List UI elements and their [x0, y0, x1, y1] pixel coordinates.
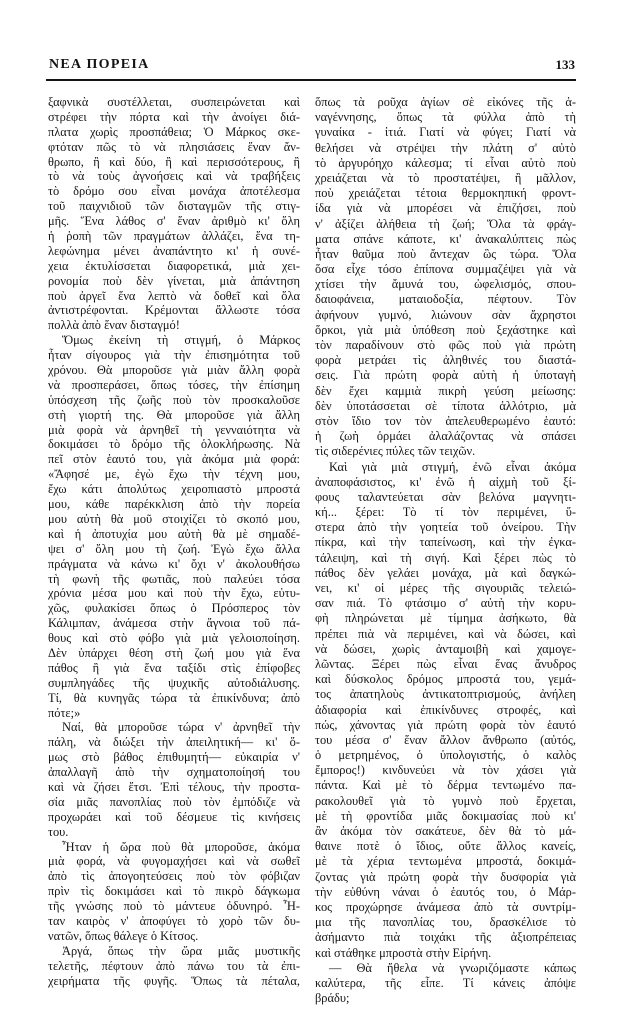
text-line: ἡ ζωὴ ὁρμάει ἀλαλάζοντας νὰ σπάσει — [315, 429, 576, 444]
text-line: Ὅμως ἐκείνη τὴ στιγμή, ὁ Μάρκος — [62, 333, 300, 348]
text-line: μου, κάθε παρέκκλιση ἀπὸ τὴν πορεία — [48, 497, 300, 512]
text-line: ἀντιστρέφονται. Κρέμονται ἄλλωστε τόσα — [48, 303, 300, 318]
text-line: σεις. Γιὰ πρώτη φορὰ αὐτὴ ἡ ὑποταγὴ — [315, 368, 576, 383]
text-line: θους καὶ στὸ φόβο γιὰ μιὰ γελοιοποίηση. — [48, 631, 300, 646]
text-line: φτόταν πῶς τὸ νὰ πλησιάσεις ἕναν ἄν- — [48, 139, 300, 154]
text-line: λεφώνημα μένει ἀναπάντητο κι' ἡ συνέ- — [48, 243, 300, 258]
text-line: μιὰ φορὰ νὰ ἀρνηθεῖ τὴ γενναιότητα νὰ — [48, 422, 300, 437]
text-line: μιὰ φορά, νὰ φυγομαχήσει καὶ νὰ σωθεῖ — [48, 854, 300, 869]
text-line: στερα ἀπὸ τὴν γοητεία τοῦ ὀνείρου. Τὴν — [315, 520, 576, 535]
text-line: Καὶ γιὰ μιὰ στιγμή, ἐνῶ εἶναι ἀκόμα — [329, 459, 576, 474]
text-line: τὴ φωνὴ τῆς φωτιᾶς, ποὺ παλεύει τόσα — [48, 571, 300, 586]
text-line: πότε;» — [48, 705, 81, 720]
text-line: μως στὸ βάθος ἐπιθυμητή— εὐκαιρία ν' — [48, 750, 300, 765]
text-line: μου αὐτὴ θὰ μοῦ στοιχίζει τὸ σκοπό μου, — [48, 511, 300, 526]
text-line: μῆς. Ἕνα λάθος σ' ἕναν ἀριθμὸ κι' ὅλη — [48, 214, 300, 229]
magazine-title: ΝΕΑ ΠΟΡΕΙΑ — [49, 57, 150, 72]
text-line: πάντα. Καὶ μὲ τὸ δέρμα τεντωμένο πα- — [315, 778, 576, 793]
text-line: δοκιμάσει τὸ δρόμο τῆς ὁλοκλήρωσης. Νὰ — [48, 437, 300, 452]
text-line: μὲ τὰ χέρια τεντωμένα μπροστά, δοκιμά- — [315, 854, 576, 869]
text-line: φους ταλαντεύεται σὰν βελόνα μαγνητι- — [315, 489, 576, 504]
text-line: καὶ δύσκολος δρόμος μπροστά του, γεμά- — [315, 672, 576, 687]
text-line: φὴ πληρώνεται μὲ τίμημα ἀσήκωτο, θὰ — [315, 611, 576, 626]
text-line: ρονομία ποὺ δὲν γίνεται, μιὰ ἀπάντηση — [48, 273, 300, 288]
text-line: ρακολουθεῖ γιὰ τὸ γυμνὸ ποὺ ἔρχεται, — [315, 793, 576, 808]
text-line: νει, κι' οἱ μέρες τῆς σιγουριᾶς τελειώ- — [315, 581, 576, 595]
text-line: ποὺ ἀργεῖ ἕνα λεπτὸ νὰ δοθεῖ καὶ ὅλα — [48, 288, 300, 303]
text-line: κος προχώρησε ἀνάμεσα ἀπὸ τὰ συντρίμ- — [315, 899, 576, 914]
text-line: τὸν παραδίνουν στὸ φῶς ποὺ γιὰ πρώτη — [315, 338, 576, 352]
text-line: — Θὰ ἤθελα νὰ γνωριζόμαστε κάπως — [329, 960, 576, 975]
text-line: τὸ δρόμο σου εἶναι μονάχα ἀποτέλεσμα — [48, 184, 300, 199]
text-line: στὸν ἴδιο τον τὸν ἀπελευθερωμένο ἑαυτό: — [315, 413, 576, 428]
text-line: βράδυ; — [315, 991, 350, 1006]
text-line: χειρήματα τῆς φυγῆς. Ὅπως τὰ πέταλα, — [48, 973, 300, 988]
text-line: γυναίκα - ἰτιά. Γιατί νὰ φύγει; Γιατί νὰ — [315, 125, 576, 140]
text-line: θρωπο, ἢ καὶ δύο, ἢ καὶ περισσότερους, ἢ — [48, 154, 300, 169]
text-line: ὅσα εἶχε τόσο ἐπίπονα συμμαζέψει γιὰ νὰ — [315, 262, 576, 277]
text-line: τὸ νὰ τοὺς ἀγνοήσεις καὶ νὰ τραβήξεις — [48, 169, 300, 184]
text-line: πρέπει πιὰ νὰ περιμένει, καὶ νὰ δώσει, καὶ — [315, 626, 576, 641]
text-line: θαινε ποτὲ ὁ ἴδιος, οὔτε ἄλλος κανείς, — [315, 839, 576, 854]
text-line: τελετῆς, πέφτουν ἀπὸ πάνω του τὰ ἐπι- — [48, 958, 300, 973]
text-line: πολλὰ ἀπὸ ἕναν δισταγμό! — [48, 318, 180, 333]
text-line: πλατα χωρὶς προσπάθεια; Ὁ Μάρκος σκε- — [48, 124, 300, 139]
text-line: στὴ γιορτή της. Θὰ μποροῦσε γιὰ ἄλλη — [48, 407, 300, 422]
text-line: ὑπόσχεση τῆς ζωῆς ποὺ τὸν προσκαλοῦσε — [48, 392, 300, 407]
text-line: καὶ νὰ ζήσει ἔτσι. Ἐπὶ τέλους, τὴν προστα- — [48, 779, 300, 794]
text-line: Τί, θὰ κυνηγᾶς τώρα τὰ ἐπικίνδυνα; ἀπὸ — [48, 690, 300, 705]
text-line: ἀπαλλαγῆ ἀπὸ τὴν σχηματοποίησή του — [48, 765, 300, 780]
text-line: ἀναποφάσιστος, κι' ἐνῶ ἡ αἰχμὴ τοῦ ξί- — [315, 474, 576, 489]
text-line: νὰ δώσει, χωρὶς ἀνταμοιβὴ καὶ χαμογε- — [315, 641, 576, 656]
text-line: καλύτερα, τῆς εἶπε. Τί κάνεις ἀπόψε — [315, 975, 576, 990]
text-line: ίδα γιὰ νὰ μπορέσει νὰ ἐπιζήσει, ποὺ — [315, 201, 576, 216]
text-line: ζοντας γιὰ πρώτη φορὰ τὴν δυσφορία γιὰ — [315, 869, 576, 884]
text-line: ἦταν σίγουρος γιὰ τὴν ἐπισημότητα τοῦ — [48, 348, 300, 363]
text-line: τος ἀπατηλοὺς ἀντικατοπτρισμούς, ἀνήλεη — [315, 687, 576, 702]
text-line: ταν καιρὸς ν' ἀποφύγει τὸ χορὸ τῶν δυ- — [48, 913, 300, 928]
text-line: χεια ἐκτυλίσσεται διαφορετικά, μιὰ χει- — [48, 258, 300, 273]
text-line: ὁ μετρημένος, ὁ ὑπολογιστής, ὁ καλὸς — [315, 748, 576, 763]
text-line: δὲν ἔχει καμμιὰ πικρὴ γεύση μείωσης: — [315, 383, 576, 398]
text-line: τὴν εὐθύνη νάναι ὁ ἑαυτός του, ὁ Μάρ- — [315, 884, 576, 899]
text-line: ν' ἀξίζει ἀλήθεια τὴ ζωή; Ὅλα τὰ φράγ- — [315, 216, 576, 231]
text-line: πίκρα, καὶ τὴν ταπείνωση, καὶ τὴν ἐγκα- — [315, 535, 576, 550]
text-line: πάθος δὲν γελάει μονάχα, μὰ καὶ δαγκώ- — [315, 565, 576, 580]
text-line: «Ἄφησέ με, ἐγὼ ἔχω τὴν τέχνη μου, — [48, 467, 300, 482]
text-line: ἂν ἀκόμα τὸν σακάτευε, δὲν θὰ τὸ μά- — [315, 824, 576, 838]
text-line: πεῖ στὸν ἑαυτό του, γιὰ ἀκόμα μιὰ φορά: — [48, 452, 300, 467]
text-line: Ἀργά, ὅπως τὴν ὥρα μιᾶς μυστικῆς — [62, 943, 300, 958]
text-line: του μέσα σ' ἕναν ἄλλον ἄνθρωπο (αὐτός, — [315, 732, 576, 747]
text-line: ποὺ χρειάζεται τέτοια θερμοκηπική φροντ- — [315, 186, 576, 201]
text-line: νὰ προσπεράσει, ὅπως τόσες, τὴν ἐπίσημη — [48, 377, 300, 392]
right-column — [315, 95, 576, 1006]
text-line: μὲ τὴ φροντίδα μιᾶς δοκιμασίας ποὺ κι' — [315, 808, 576, 823]
text-line: κή... ξέρει: Τὸ τί τὸν περιμένει, ὕ- — [315, 505, 576, 520]
text-line: ὅρκοι, γιὰ μιὰ ὑπόθεση ποὺ ξεχάστηκε καὶ — [315, 322, 576, 337]
text-line: φορὰ μετράει τὶς ἀληθινές του διαστά- — [315, 353, 576, 368]
text-line: προχωράει καὶ τοῦ δέσμευε τὶς κινήσεις — [48, 809, 300, 824]
text-line: ἀσήμαντο πιὰ τοιχάκι τῆς ἀξιοπρέπειας — [315, 930, 576, 945]
text-line: χρόνια μέσα μου καὶ ποὺ τὴν ἔχω, εὐτυ- — [48, 586, 300, 601]
text-line: ἔμπορος!) κινδυνεύει νὰ τὸν χάσει γιὰ — [315, 763, 576, 778]
text-line: χτίσει τὴν ἄμυνά του, ὠφελισμός, σπου- — [315, 277, 576, 292]
text-line: ὅπως τὰ ροῦχα ἁγίων σὲ εἰκόνες τῆς ἀ- — [315, 95, 576, 109]
text-line: μια τῆς πανοπλίας του, δρασκέλισε τὸ — [315, 915, 576, 930]
text-line: θελήσει νὰ στρέψει τὴν πλάτη σ' αὐτὸ — [315, 140, 576, 155]
text-line: τῆς γνώσης ποὺ τὸ μάντευε ὀδυνηρό. Ἦ- — [48, 899, 300, 914]
text-line: τάλειψη, καὶ τὴ σιγή. Καὶ ξέρει πὼς τὸ — [315, 550, 576, 565]
text-line: πώς, χάνοντας γιὰ πρώτη φορὰ τὸν ἑαυτό — [315, 717, 576, 732]
text-line: ἀφήνουν γυμνό, λιώνουν σὰν ἄχρηστοι — [315, 307, 576, 322]
page-number: 133 — [555, 57, 575, 72]
text-line: τὸ ἀργυρόηχο κάλεσμα; τί εἶναι αὐτὸ ποὺ — [315, 155, 576, 170]
text-line: Κάλιμπαν, ἀνάμεσα στὴν ἄγνοια τοῦ πά- — [48, 616, 300, 631]
text-line: ψει σ' ὅλη μου τὴ ζωή. Ἐγὼ ἔχω ἄλλα — [48, 541, 300, 556]
text-line: στρέφει τὴν πόρτα καὶ τὴν ἀνοίγει διά- — [48, 109, 300, 124]
text-line: Δὲν ὑπάρχει θέση στὴ ζωή μου γιὰ ἕνα — [48, 645, 300, 660]
text-line: ματα σπάνε κάποτε, κι' ἀνακαλύπτεις πὼς — [315, 231, 576, 246]
text-line: Ναί, θὰ μποροῦσε τώρα ν' ἀρνηθεῖ τὴν — [62, 720, 300, 735]
text-line: ναγέννησης, ὅπως τὰ φύλλα ἀπὸ τὴ — [315, 110, 576, 125]
text-line: του. — [48, 824, 69, 839]
text-line: ἡ ῥοπὴ τῶν πραγμάτων ἀλλάζει, ἕνα τη- — [48, 229, 300, 244]
text-line: συμπληγάδες τῆς ψυχικῆς αὐτοδιάλυσης. — [48, 675, 300, 690]
text-line: ἦταν θαῦμα ποὺ ἄντεχαν ὣς τώρα. Ὅλα — [315, 246, 576, 261]
text-line: σαν πιά. Τὸ φτάσιμο σ' αὐτὴ τὴν κορυ- — [315, 596, 576, 611]
text-line: δὲν ὑποτάσσεται σὲ τίποτα ἀλλότριο, μὰ — [315, 398, 576, 413]
text-line: πάθος ἢ γιὰ ἕνα ταξίδι στὶς ἐπίφοβες — [48, 660, 300, 675]
text-line: χρειάζεται νὰ τὸ προστατέψει, ἢ μᾶλλον, — [315, 170, 576, 185]
text-line: ἔχω κάτι ἀπολύτως χειροπιαστὸ μπροστά — [48, 482, 300, 497]
header-rule — [46, 79, 576, 81]
text-line: τοῦ παιχνιδιοῦ τῶν δισταγμῶν τῆς στιγ- — [48, 199, 300, 214]
text-line: καὶ στάθηκε μπροστὰ στὴν Εἰρήνη. — [315, 945, 492, 960]
text-line: πράγματα νὰ κάνω κι' ὄχι ν' ἀκολουθήσω — [48, 556, 300, 571]
text-line: ἀδιαφορία καὶ ἐπικίνδυνες στροφές, καὶ — [315, 702, 576, 717]
text-line: τὶς σιδερένιες πύλες τῶν τειχῶν. — [315, 444, 476, 459]
text-line: καὶ ἡ ἀποτυχία μου αὐτὴ θὰ μὲ σημαδέ- — [48, 526, 300, 541]
text-line: ξαφνικὰ συστέλλεται, συσπειρώνεται καὶ — [48, 95, 300, 109]
text-line: πρὶν τὶς δοκιμάσει καὶ τὸ πικρὸ δάγκωμα — [48, 884, 300, 899]
text-line: πάλη, νὰ διώξει τὴν ἀπειλητική— κι' ὅ- — [48, 735, 300, 750]
text-line: χῶς, φυλακίσει ὅπως ὁ Πρόσπερος τὸν — [48, 601, 300, 616]
text-line: ἀπὸ τὶς ἀπογοητεύσεις ποὺ τὸν φόβιζαν — [48, 869, 300, 884]
text-line: δαιοφάνεια, ματαιοδοξία, πέφτουν. Τὸν — [315, 292, 576, 307]
text-line: Ἦταν ἡ ὥρα ποὺ θὰ μποροῦσε, ἀκόμα — [62, 839, 300, 854]
text-line: λῶντας. Ξέρει πὼς εἶναι ἕνας ἄνυδρος — [315, 656, 576, 671]
text-line: σία μιᾶς πανοπλίας ποὺ τὸν ἐμπόδιζε νὰ — [48, 794, 300, 809]
text-line: νατῶν, ὅπως θάλεγε ὁ Κίτσος. — [48, 928, 199, 943]
left-column — [48, 95, 300, 988]
text-line: χρόνου. Θὰ μποροῦσε γιὰ μιὰν ἄλλη φορὰ — [48, 363, 300, 378]
